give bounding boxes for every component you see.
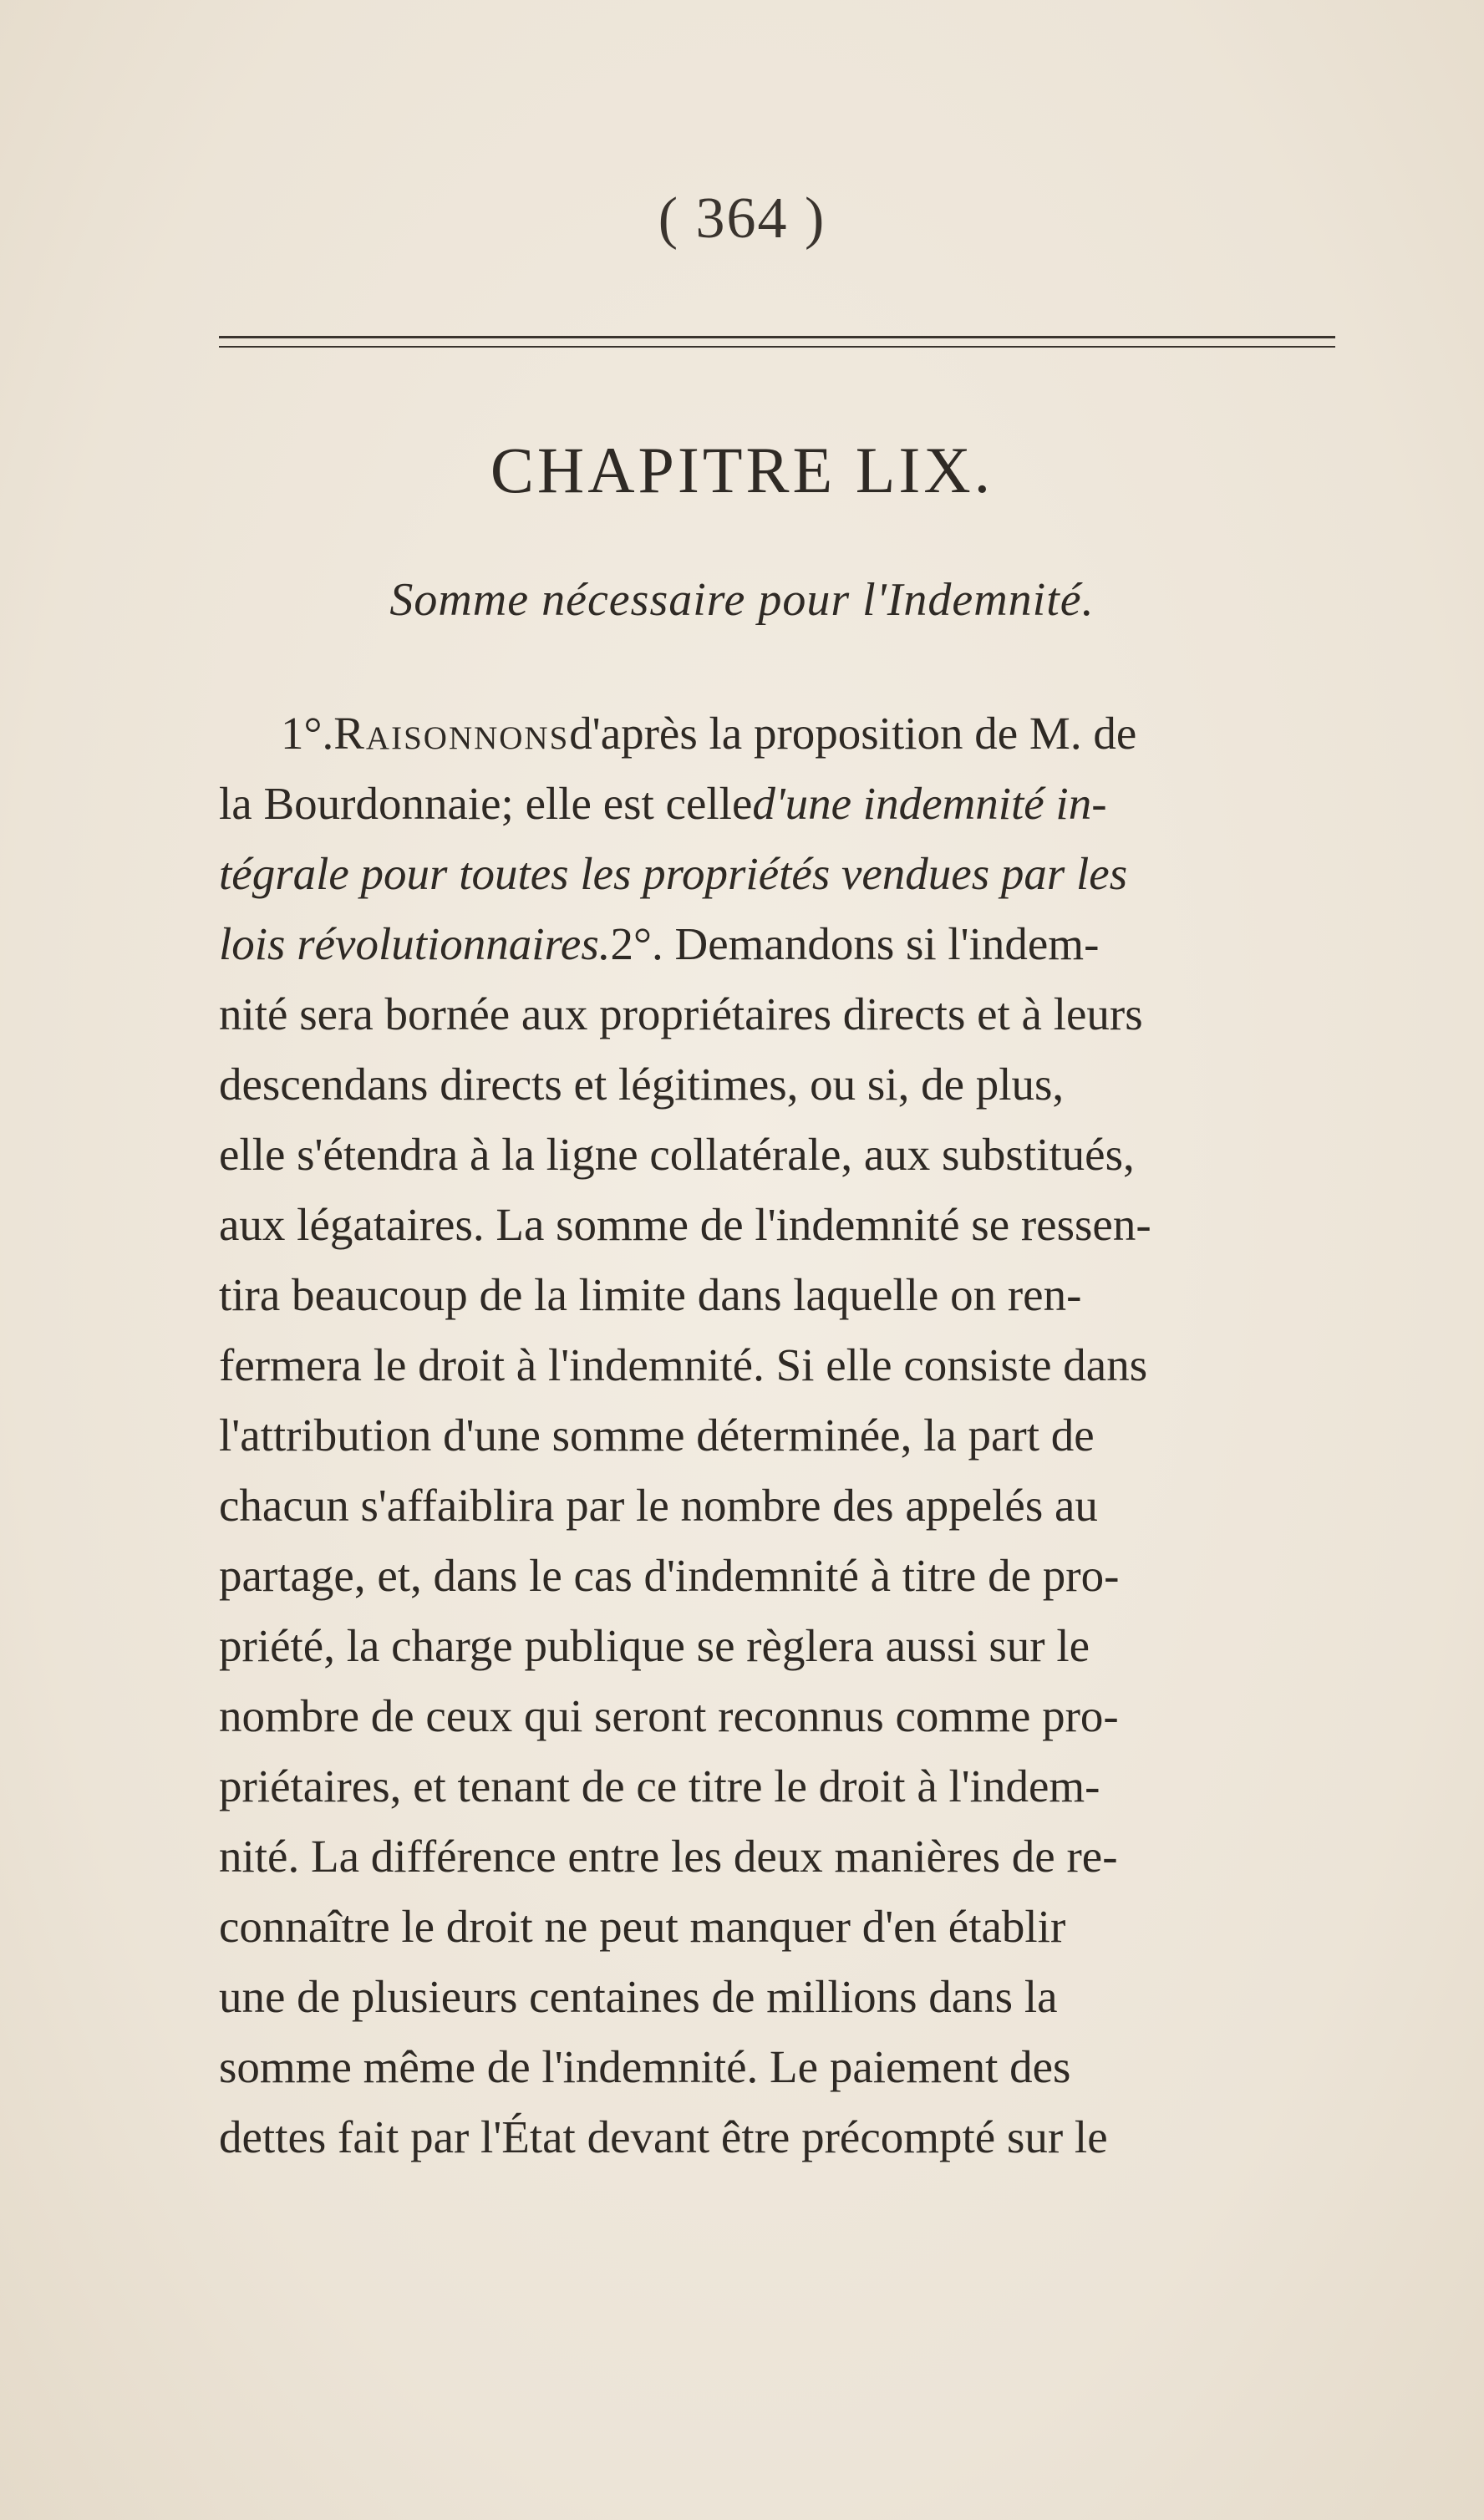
text-line xyxy=(219,1190,1362,1260)
text-line xyxy=(219,1471,1362,1541)
text-line xyxy=(219,1892,1362,1962)
text-segment: somme même de l'indemnité. Le paiement des xyxy=(219,2041,1071,2092)
header-rule-top xyxy=(219,336,1335,338)
text-segment: la Bourdonnaie; elle est celle xyxy=(219,778,753,829)
text-line xyxy=(219,1751,1362,1821)
text-segment: tira beaucoup de la limite dans laquelle on ren- xyxy=(219,1269,1082,1320)
text-segment: descendans directs et légitimes, ou si, de plus, xyxy=(219,1059,1065,1110)
text-segment: connaître le droit ne peut manquer d'en établir xyxy=(219,1901,1066,1952)
text-line xyxy=(219,909,1362,979)
text-line xyxy=(219,1120,1362,1190)
text-line xyxy=(219,769,1362,839)
body-text xyxy=(219,699,1362,2172)
text-segment: priétaires, et tenant de ce titre le droit à l'indem- xyxy=(219,1760,1100,1811)
text-line xyxy=(219,699,1362,769)
text-segment: partage, et, dans le cas d'indemnité à titre de pro- xyxy=(219,1550,1120,1601)
text-segment: fermera le droit à l'indemnité. Si elle consiste dans xyxy=(219,1339,1148,1390)
text-line xyxy=(219,1962,1362,2032)
text-segment: nité. La différence entre les deux manières de re- xyxy=(219,1831,1118,1882)
page-number: ( 364 ) xyxy=(658,186,826,251)
text-line xyxy=(219,1681,1362,1751)
text-segment: chacun s'affaiblira par le nombre des appelés au xyxy=(219,1480,1098,1531)
chapter-subtitle: Somme nécessaire pour l'Indemnité. xyxy=(389,574,1095,626)
text-segment: l'attribution d'une somme déterminée, la part de xyxy=(219,1410,1095,1461)
text-segment: d'après la proposition de M. de xyxy=(569,708,1137,759)
text-segment: aux légataires. La somme de l'indemnité se ressen- xyxy=(219,1199,1151,1250)
text-segment: nité sera bornée aux propriétaires directs et à leurs xyxy=(219,988,1143,1039)
text-line xyxy=(219,1260,1362,1330)
text-line xyxy=(219,2102,1362,2172)
text-segment-italic: d'une indemnité in- xyxy=(752,778,1107,829)
text-segment: 1°. xyxy=(281,708,334,759)
text-line xyxy=(219,1821,1362,1892)
text-line xyxy=(219,979,1362,1049)
text-line xyxy=(219,1611,1362,1681)
text-segment-italic: tégrale pour toutes les propriétés vendues par les xyxy=(219,848,1128,899)
text-segment: 2°. Demandons si l'indem- xyxy=(610,918,1100,969)
text-line xyxy=(219,1049,1362,1120)
text-line xyxy=(219,1541,1362,1611)
text-segment-italic: lois révolutionnaires. xyxy=(219,918,611,969)
text-segment: elle s'étendra à la ligne collatérale, aux substitués, xyxy=(219,1129,1135,1180)
text-segment: dettes fait par l'État devant être précompté sur le xyxy=(219,2111,1108,2162)
text-segment: une de plusieurs centaines de millions dans la xyxy=(219,1971,1058,2022)
text-segment: priété, la charge publique se règlera aussi sur le xyxy=(219,1620,1090,1671)
text-line xyxy=(219,2032,1362,2102)
chapter-title: CHAPITRE LIX. xyxy=(490,434,994,506)
text-line xyxy=(219,839,1362,909)
text-line xyxy=(219,1330,1362,1400)
text-line xyxy=(219,1400,1362,1471)
header-rule-bottom xyxy=(219,346,1335,348)
text-segment-small-caps: Raisonnons xyxy=(333,708,570,759)
text-segment: nombre de ceux qui seront reconnus comme pro- xyxy=(219,1690,1119,1741)
